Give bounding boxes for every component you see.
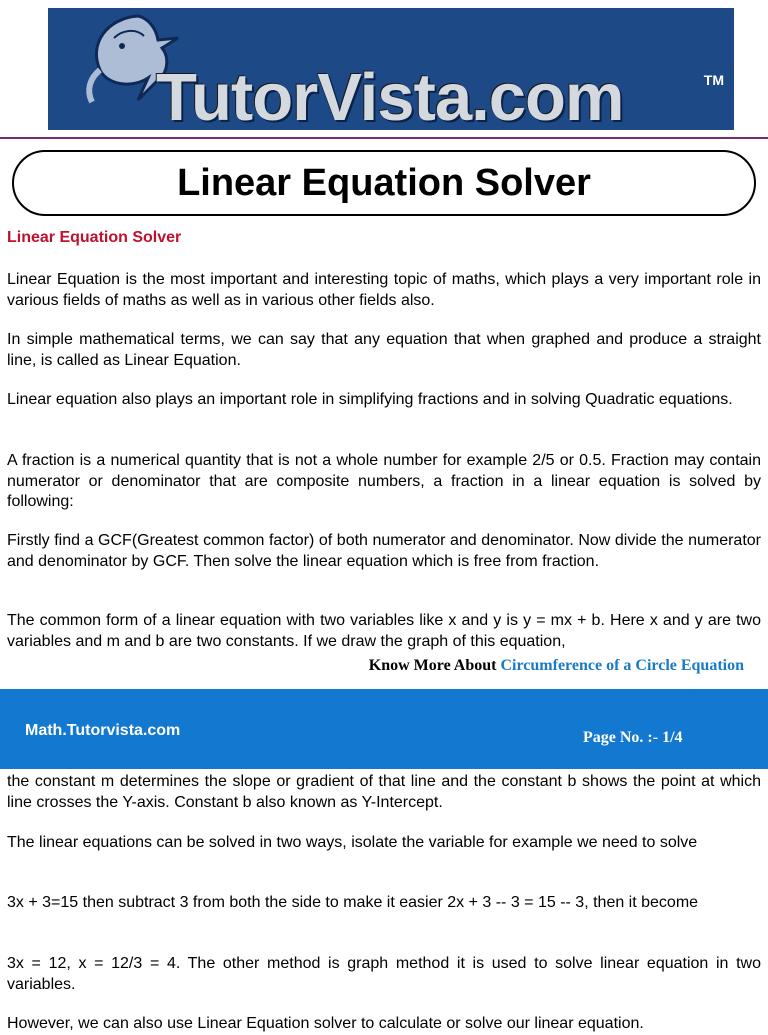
logo-wordmark: TutorVista.com [156, 60, 624, 130]
know-more-link[interactable]: Circumference of a Circle Equation [500, 657, 744, 674]
page-number: Page No. :- 1/4 [583, 729, 683, 746]
page-footer-band [0, 689, 768, 769]
paragraph: Linear equation also plays an important role in simplifying fractions and in solving Quadratic equations. [7, 391, 733, 408]
paragraph: In simple mathematical terms, we can say that any equation that when graphed and produce a straight line, is called as Linear Equation. [7, 331, 761, 369]
paragraph: the constant m determines the slope or gradient of that line and the constant b shows the point at which line crosses the Y-axis. Constant b also known as Y-Intercept. [7, 773, 761, 811]
paragraph: 3x = 12, x = 12/3 = 4. The other method is graph method it is used to solve linear equation in two variables. [7, 955, 761, 993]
paragraph: 3x + 3=15 then subtract 3 from both the side to make it easier 2x + 3 -- 3 = 15 -- 3, then it become [7, 894, 699, 911]
title-box [12, 150, 756, 216]
tutorvista-logo-banner[interactable] [48, 8, 734, 130]
footer-site-link[interactable]: Math.Tutorvista.com [25, 722, 181, 739]
paragraph: Linear Equation is the most important and interesting topic of maths, which plays a very important role in various fields of maths as well as in various other fields also. [7, 271, 761, 309]
header-divider [0, 137, 768, 139]
know-more-line [369, 657, 744, 675]
paragraph: However, we can also use Linear Equation solver to calculate or solve our linear equation. [7, 1015, 644, 1032]
trademark-mark: TM [703, 72, 724, 88]
paragraph: The linear equations can be solved in two ways, isolate the variable for example we need to solve [7, 834, 698, 851]
page-title: Linear Equation Solver [177, 161, 591, 204]
paragraph: Firstly find a GCF(Greatest common factor) of both numerator and denominator. Now divide the numerator and denominator by GCF. Then solve the linear equation which is free from fraction. [7, 532, 761, 570]
paragraph: A fraction is a numerical quantity that is not a whole number for example 2/5 or 0.5. Fraction may contain numerator or denominator that are composite numbers, a fraction in a linear equation is solved by following: [7, 452, 761, 510]
section-heading: Linear Equation Solver [7, 229, 182, 246]
paragraph: The common form of a linear equation with two variables like x and y is y = mx + b. Here x and y are two variables and m and b are two constants. If we draw the graph of this equation, [7, 612, 761, 650]
know-more-prefix: Know More About [368, 657, 497, 674]
